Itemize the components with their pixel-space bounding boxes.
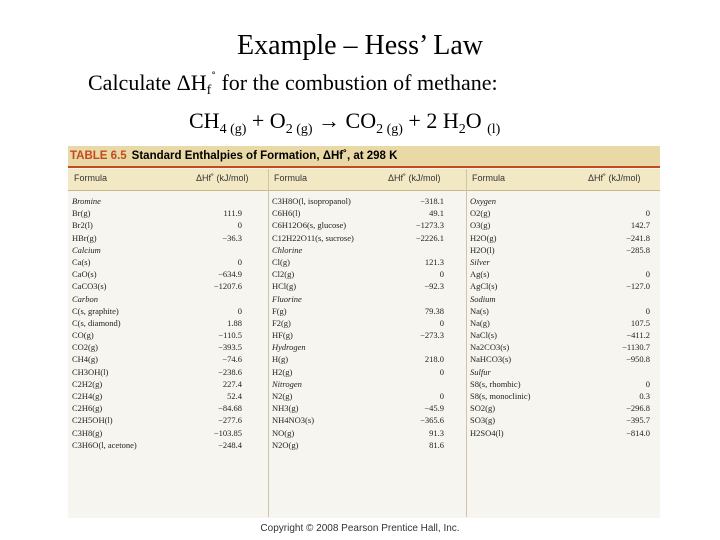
section-name: Carbon bbox=[72, 293, 98, 304]
table-row bbox=[268, 353, 466, 365]
question-pre: Calculate ΔH bbox=[88, 70, 207, 95]
formula-cell: O3(g) bbox=[470, 220, 491, 231]
formula-cell: N2O(g) bbox=[272, 439, 299, 450]
section-name: Calcium bbox=[72, 244, 101, 255]
formula-cell: HF(g) bbox=[272, 330, 293, 341]
table-title: Standard Enthalpies of Formation, ΔHf˚, at 298 K bbox=[131, 150, 398, 162]
table-row bbox=[68, 329, 268, 341]
formula-cell: C(s, diamond) bbox=[72, 317, 121, 328]
table-section-label bbox=[466, 293, 660, 305]
enthalpy-value-cell: 1.88 bbox=[227, 317, 242, 328]
question-post: for the combustion of methane: bbox=[215, 70, 498, 95]
question-text bbox=[88, 70, 498, 99]
table-row bbox=[68, 439, 268, 451]
table-row bbox=[268, 366, 466, 378]
header-formula-2: Formula bbox=[274, 173, 308, 183]
section-name: Oxygen bbox=[470, 196, 496, 206]
section-name: Hydrogen bbox=[272, 342, 306, 353]
table-row bbox=[466, 353, 660, 365]
table-row bbox=[68, 341, 268, 353]
equation-subscript: 2 (g) bbox=[376, 122, 403, 137]
table-number: TABLE 6.5 bbox=[70, 150, 127, 162]
table-section-label bbox=[466, 256, 660, 268]
enthalpy-value-cell: 52.4 bbox=[227, 391, 242, 401]
table-title-bar bbox=[68, 146, 660, 168]
enthalpy-value-cell: −238.6 bbox=[218, 366, 242, 377]
table-row bbox=[466, 414, 660, 426]
enthalpy-value-cell: −241.8 bbox=[626, 232, 650, 243]
table-row bbox=[68, 378, 268, 390]
formula-cell: C2H5OH(l) bbox=[72, 415, 113, 426]
section-name: Sodium bbox=[470, 293, 496, 304]
table-row bbox=[466, 280, 660, 292]
enthalpy-value-cell: 0.3 bbox=[639, 391, 650, 401]
equation-subscript: (l) bbox=[487, 122, 501, 137]
enthalpy-value-cell: 0 bbox=[645, 208, 650, 219]
formula-cell: H2(g) bbox=[272, 366, 293, 377]
formula-cell: C6H12O6(s, glucose) bbox=[272, 220, 347, 231]
formula-cell: SO2(g) bbox=[470, 403, 496, 414]
formula-cell: S8(s, monoclinic) bbox=[470, 391, 531, 401]
formula-cell: Na(s) bbox=[470, 305, 489, 316]
enthalpy-value-cell: −285.8 bbox=[626, 244, 650, 255]
enthalpy-value-cell: 227.4 bbox=[222, 378, 242, 389]
table-section-label bbox=[68, 293, 268, 305]
enthalpy-value-cell: −84.68 bbox=[218, 403, 242, 414]
slide-title: Example – Hess’ Law bbox=[237, 30, 483, 61]
table-column-3 bbox=[466, 195, 660, 439]
enthalpy-value-cell: −1130.7 bbox=[622, 342, 650, 353]
enthalpy-value-cell: −103.85 bbox=[213, 427, 242, 438]
enthalpy-value-cell: 0 bbox=[645, 269, 650, 280]
section-name: Fluorine bbox=[272, 293, 302, 304]
formula-cell: H2SO4(l) bbox=[470, 427, 504, 438]
equation-text: O bbox=[465, 108, 488, 133]
enthalpy-value-cell: 142.7 bbox=[630, 220, 650, 231]
enthalpy-value-cell: −2226.1 bbox=[415, 232, 444, 243]
enthalpy-value-cell: 0 bbox=[645, 305, 650, 316]
table-row bbox=[268, 207, 466, 219]
formula-cell: Cl(g) bbox=[272, 256, 290, 267]
table-row bbox=[68, 256, 268, 268]
section-name: Bromine bbox=[72, 196, 101, 206]
formula-cell: SO3(g) bbox=[470, 415, 496, 426]
enthalpy-value-cell: −395.7 bbox=[626, 415, 650, 426]
table-row bbox=[268, 427, 466, 439]
table-row bbox=[268, 439, 466, 451]
enthalpy-value-cell: −1273.3 bbox=[415, 220, 444, 231]
table-row bbox=[68, 402, 268, 414]
table-section-label bbox=[68, 195, 268, 207]
equation-subscript: 4 (g) bbox=[219, 122, 247, 137]
table-section-label bbox=[466, 195, 660, 207]
table-section-label bbox=[466, 366, 660, 378]
enthalpy-value-cell: −248.4 bbox=[218, 439, 242, 450]
formula-cell: C12H22O11(s, sucrose) bbox=[272, 232, 354, 243]
table-row bbox=[466, 219, 660, 231]
formula-cell: AgCl(s) bbox=[470, 281, 498, 292]
enthalpy-value-cell: 0 bbox=[439, 317, 444, 328]
enthalpy-value-cell: 91.3 bbox=[429, 427, 444, 438]
table-column-2 bbox=[268, 195, 466, 451]
equation-text: → CO bbox=[312, 108, 377, 133]
equation-subscript: 2 (g) bbox=[285, 122, 313, 137]
enthalpy-value-cell: −634.9 bbox=[218, 269, 242, 280]
formula-cell: NaCl(s) bbox=[470, 330, 497, 341]
table-row bbox=[466, 268, 660, 280]
enthalpy-value-cell: −296.8 bbox=[626, 403, 650, 414]
copyright-text: Copyright © 2008 Pearson Prentice Hall, Inc. bbox=[260, 523, 460, 534]
formula-cell: O2(g) bbox=[470, 208, 491, 219]
table-row bbox=[68, 305, 268, 317]
enthalpy-value-cell: 79.38 bbox=[424, 305, 444, 316]
table-row bbox=[268, 268, 466, 280]
enthalpy-value-cell: 0 bbox=[439, 269, 444, 280]
formula-cell: Ca(s) bbox=[72, 256, 91, 267]
enthalpy-value-cell: 121.3 bbox=[424, 256, 444, 267]
formula-cell: CaCO3(s) bbox=[72, 281, 107, 292]
table-row bbox=[466, 232, 660, 244]
table-row bbox=[68, 280, 268, 292]
equation-text: + O bbox=[246, 108, 286, 133]
formula-cell: NO(g) bbox=[272, 427, 295, 438]
enthalpy-value-cell: −950.8 bbox=[626, 354, 650, 365]
formula-cell: CO2(g) bbox=[72, 342, 98, 353]
enthalpy-value-cell: 0 bbox=[439, 366, 444, 377]
enthalpy-value-cell: 0 bbox=[237, 256, 242, 267]
formula-cell: CH4(g) bbox=[72, 354, 98, 365]
table-row bbox=[268, 317, 466, 329]
enthalpy-value-cell: 81.6 bbox=[429, 439, 444, 450]
formula-cell: C(s, graphite) bbox=[72, 305, 119, 316]
formula-cell: HBr(g) bbox=[72, 232, 97, 243]
enthalpy-value-cell: 0 bbox=[237, 220, 242, 231]
formula-cell: C3H8(g) bbox=[72, 427, 103, 438]
enthalpy-value-cell: −1207.6 bbox=[213, 281, 242, 292]
formula-cell: NH4NO3(s) bbox=[272, 415, 315, 426]
enthalpy-table-image bbox=[68, 146, 660, 518]
enthalpy-value-cell: 0 bbox=[645, 378, 650, 389]
formula-cell: CaO(s) bbox=[72, 269, 97, 280]
enthalpy-value-cell: −273.3 bbox=[420, 330, 444, 341]
enthalpy-value-cell: 0 bbox=[439, 391, 444, 401]
table-row bbox=[68, 317, 268, 329]
table-row bbox=[268, 390, 466, 402]
enthalpy-value-cell: 107.5 bbox=[630, 317, 650, 328]
question-sub: f bbox=[206, 83, 212, 98]
formula-cell: C3H6O(l, acetone) bbox=[72, 439, 137, 450]
table-row bbox=[466, 329, 660, 341]
header-dhf-1: ΔHf˚ (kJ/mol) bbox=[196, 173, 249, 183]
header-formula-3: Formula bbox=[472, 173, 506, 183]
enthalpy-value-cell: −110.5 bbox=[218, 330, 242, 341]
enthalpy-value-cell: 49.1 bbox=[429, 208, 444, 219]
section-name: Nitrogen bbox=[272, 378, 302, 389]
table-row bbox=[466, 378, 660, 390]
table-row bbox=[466, 305, 660, 317]
table-row bbox=[268, 305, 466, 317]
table-row bbox=[68, 414, 268, 426]
formula-cell: Na(g) bbox=[470, 317, 490, 328]
formula-cell: Na2CO3(s) bbox=[470, 342, 510, 353]
formula-cell: S8(s, rhombic) bbox=[470, 378, 521, 389]
equation-subscript: 2 bbox=[458, 122, 466, 137]
table-row bbox=[268, 232, 466, 244]
table-section-label bbox=[268, 244, 466, 256]
table-row bbox=[268, 280, 466, 292]
formula-cell: CH3OH(l) bbox=[72, 366, 109, 377]
formula-cell: Br2(l) bbox=[72, 220, 93, 231]
table-row bbox=[466, 390, 660, 402]
table-row bbox=[68, 390, 268, 402]
table-section-label bbox=[268, 378, 466, 390]
table-row bbox=[466, 341, 660, 353]
formula-cell: NH3(g) bbox=[272, 403, 299, 414]
formula-cell: F(g) bbox=[272, 305, 287, 316]
enthalpy-value-cell: 0 bbox=[237, 305, 242, 316]
table-row bbox=[68, 427, 268, 439]
formula-cell: C3H8O(l, isopropanol) bbox=[272, 196, 351, 206]
table-header-row bbox=[68, 169, 660, 191]
enthalpy-value-cell: −36.3 bbox=[222, 232, 242, 243]
table-row bbox=[68, 232, 268, 244]
enthalpy-value-cell: −277.6 bbox=[218, 415, 242, 426]
enthalpy-value-cell: −127.0 bbox=[626, 281, 650, 292]
table-row bbox=[466, 402, 660, 414]
formula-cell: Br(g) bbox=[72, 208, 91, 219]
equation-text: CH bbox=[189, 108, 220, 133]
formula-cell: C6H6(l) bbox=[272, 208, 301, 219]
enthalpy-value-cell: −74.6 bbox=[222, 354, 242, 365]
table-row bbox=[268, 414, 466, 426]
enthalpy-value-cell: −318.1 bbox=[420, 196, 444, 206]
table-section-label bbox=[68, 244, 268, 256]
table-section-label bbox=[268, 341, 466, 353]
table-row bbox=[68, 268, 268, 280]
formula-cell: Ag(s) bbox=[470, 269, 490, 280]
enthalpy-value-cell: −45.9 bbox=[424, 403, 444, 414]
formula-cell: C2H2(g) bbox=[72, 378, 103, 389]
table-row bbox=[268, 219, 466, 231]
table-row bbox=[466, 317, 660, 329]
formula-cell: H2O(l) bbox=[470, 244, 495, 255]
formula-cell: NaHCO3(s) bbox=[470, 354, 512, 365]
equation-text: + 2 H bbox=[402, 108, 459, 133]
formula-cell: CO(g) bbox=[72, 330, 94, 341]
formula-cell: C2H6(g) bbox=[72, 403, 103, 414]
formula-cell: F2(g) bbox=[272, 317, 291, 328]
table-row bbox=[68, 219, 268, 231]
enthalpy-value-cell: −393.5 bbox=[218, 342, 242, 353]
enthalpy-value-cell: −814.0 bbox=[626, 427, 650, 438]
header-dhf-2: ΔHf˚ (kJ/mol) bbox=[388, 173, 441, 183]
table-section-label bbox=[268, 293, 466, 305]
enthalpy-value-cell: −92.3 bbox=[424, 281, 444, 292]
table-row bbox=[268, 256, 466, 268]
table-row bbox=[466, 207, 660, 219]
header-formula-1: Formula bbox=[74, 173, 108, 183]
table-row bbox=[466, 427, 660, 439]
table-row bbox=[268, 195, 466, 207]
question-sup: ˚ bbox=[211, 70, 216, 86]
formula-cell: HCl(g) bbox=[272, 281, 297, 292]
section-name: Silver bbox=[470, 256, 490, 267]
table-row bbox=[466, 244, 660, 256]
table-row bbox=[68, 366, 268, 378]
formula-cell: H2O(g) bbox=[470, 232, 497, 243]
enthalpy-value-cell: −411.2 bbox=[626, 330, 650, 341]
enthalpy-value-cell: −365.6 bbox=[420, 415, 444, 426]
table-column-1 bbox=[68, 195, 268, 451]
table-row bbox=[268, 329, 466, 341]
formula-cell: C2H4(g) bbox=[72, 391, 103, 401]
enthalpy-value-cell: 111.9 bbox=[223, 208, 242, 219]
formula-cell: Cl2(g) bbox=[272, 269, 295, 280]
section-name: Chlorine bbox=[272, 244, 303, 255]
enthalpy-value-cell: 218.0 bbox=[424, 354, 444, 365]
section-name: Sulfur bbox=[470, 366, 491, 377]
table-row bbox=[68, 353, 268, 365]
header-dhf-3: ΔHf˚ (kJ/mol) bbox=[588, 173, 641, 183]
table-row bbox=[268, 402, 466, 414]
table-row bbox=[68, 207, 268, 219]
combustion-equation bbox=[189, 108, 500, 138]
formula-cell: N2(g) bbox=[272, 391, 293, 401]
formula-cell: H(g) bbox=[272, 354, 289, 365]
